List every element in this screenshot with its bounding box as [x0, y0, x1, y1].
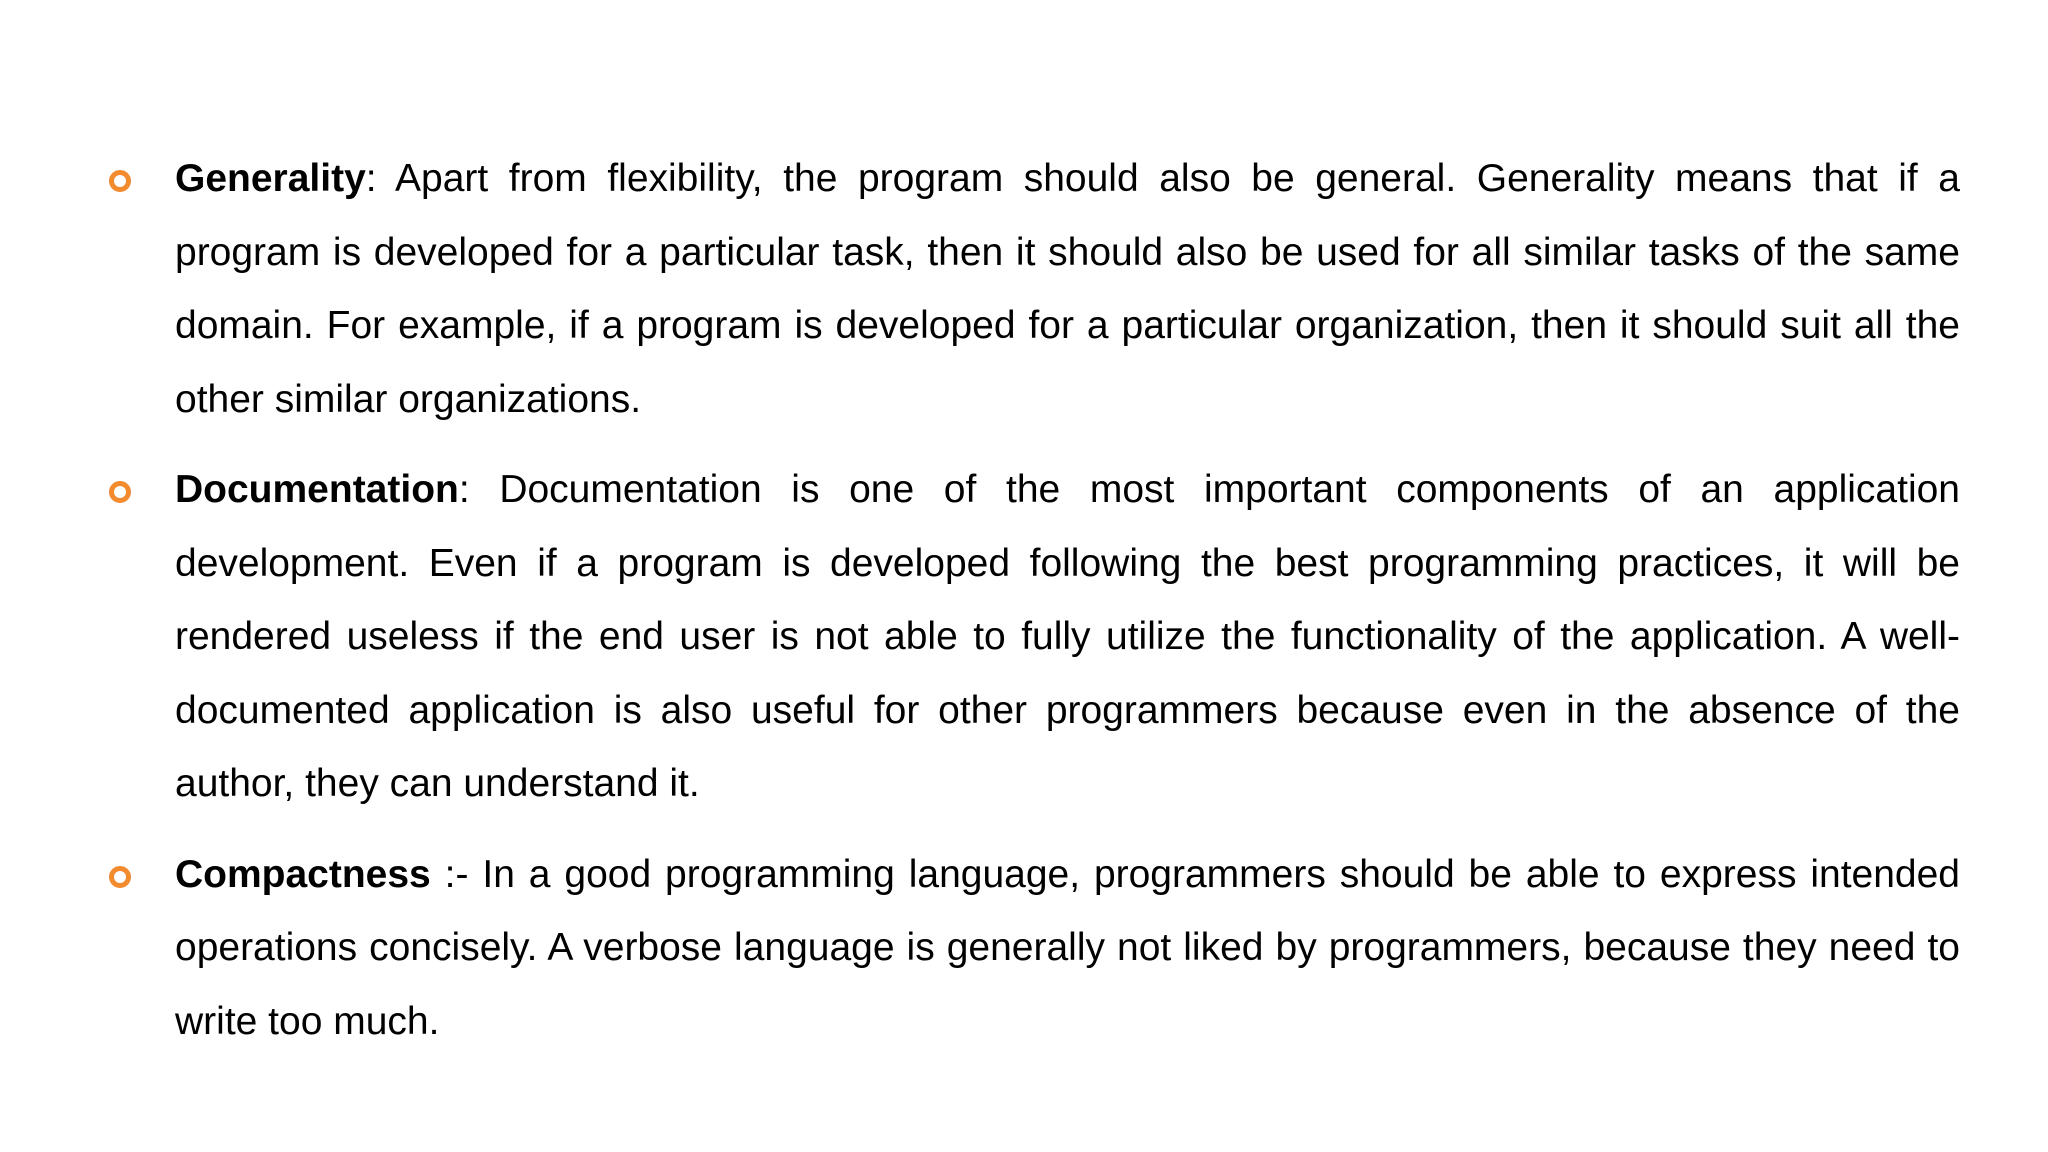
hollow-circle-bullet-icon [109, 866, 131, 888]
bullet-term: Documentation [175, 468, 459, 511]
bullet-term: Generality [175, 157, 366, 200]
bullet-term: Compactness [175, 852, 431, 896]
bullet-text [175, 453, 1960, 821]
bullet-text [175, 838, 1960, 1059]
bullet-item-documentation [100, 453, 1960, 821]
bullet-item-compactness [100, 838, 1960, 1059]
bullet-body: :- In a good programming language, programmers should be able to express intended operations concisely. A verbose language is generally not liked by programmers, because they need to write too much. [175, 852, 1960, 1043]
bullet-text [175, 142, 1960, 436]
bullet-item-generality [100, 142, 1960, 436]
bullet-body: : Apart from flexibility, the program should also be general. Generality means that if a program is developed for a particular task, then it should also be used for all similar tasks of the same domain. For example, if a program is developed for a particular organization, then it should suit all the other similar organizations. [175, 157, 1960, 421]
bullet-body: : Documentation is one of the most important components of an application development. Even if a program is developed following the best programming practices, it will be rendered useless if the end user is not able to fully utilize the functionality of the application. A well-documented application is also useful for other programmers because even in the absence of the author, they can understand it. [175, 468, 1960, 805]
bullet-list [100, 142, 1960, 1075]
hollow-circle-bullet-icon [109, 170, 131, 192]
hollow-circle-bullet-icon [109, 481, 131, 503]
